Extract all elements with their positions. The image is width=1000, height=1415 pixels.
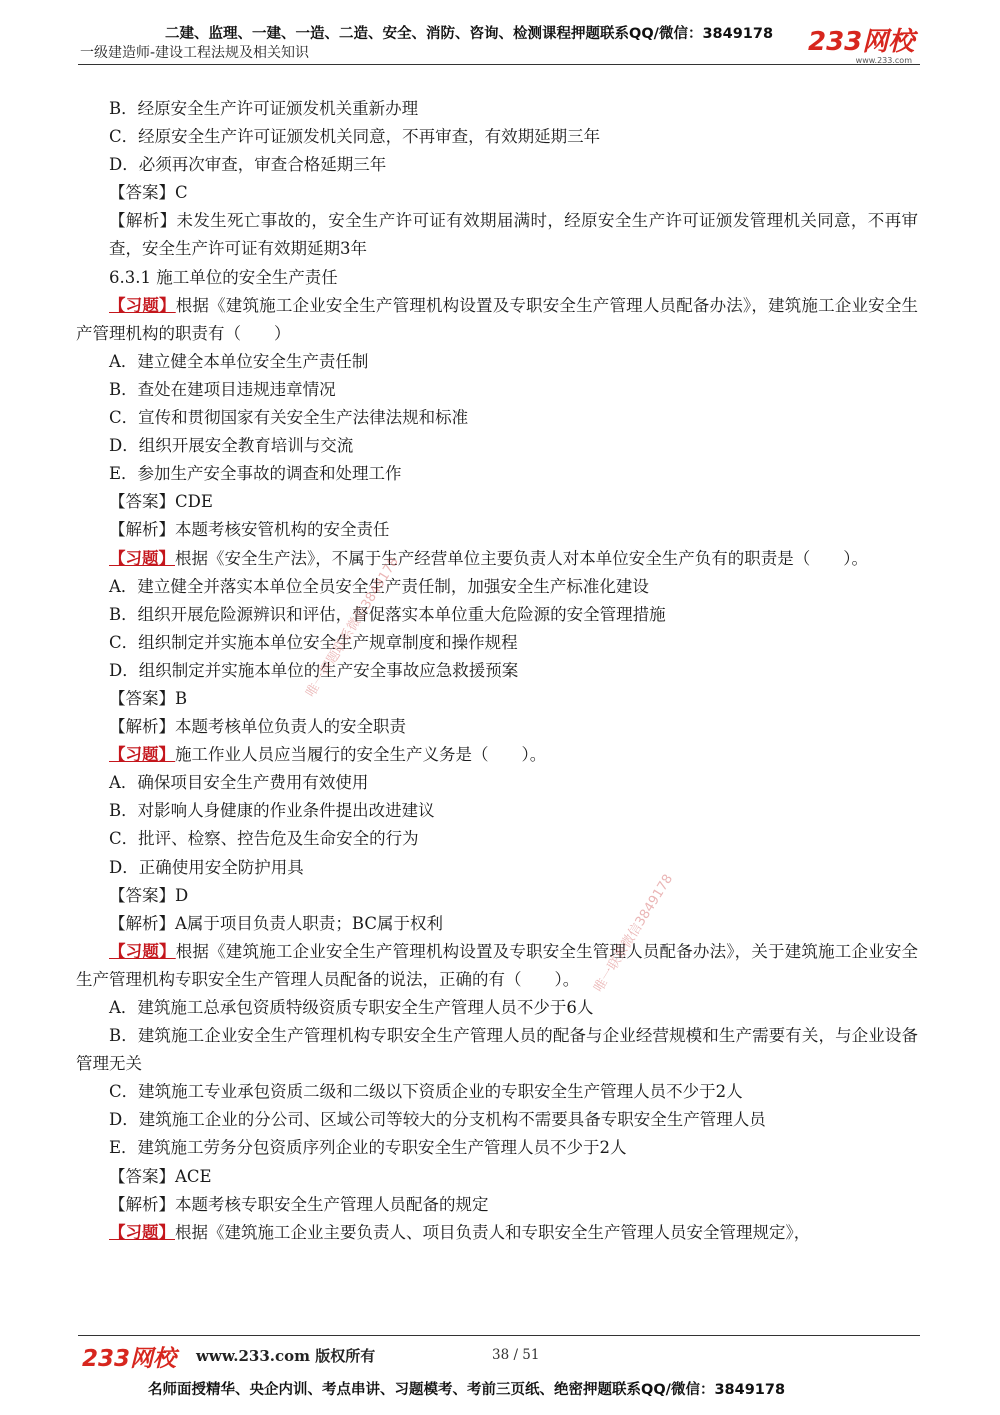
- answer-label: 【答案】: [109, 492, 175, 512]
- answer-label: 【答案】: [109, 885, 175, 905]
- exercise-tag: 【习题】: [109, 745, 175, 765]
- header-divider: [78, 64, 920, 65]
- analysis-text: 本题考核安管机构的安全责任: [175, 520, 390, 540]
- option-line: C．经原安全生产许可证颁发机关同意，不再审查，有效期延期三年: [109, 127, 601, 147]
- answer-value: B: [175, 688, 188, 708]
- question-text: 根据《安全生产法》，不属于生产经营单位主要负责人对本单位安全生产负有的职责是（ ）。: [175, 548, 868, 568]
- watermark-text: 唯一联系微信3849178: [591, 871, 677, 996]
- question-paragraph: [76, 938, 918, 994]
- answer-value: ACE: [175, 1166, 212, 1186]
- option-line: A．建立健全并落实本单位全员安全生产责任制，加强安全生产标准化建设: [109, 576, 649, 596]
- answer-label: 【答案】: [109, 688, 175, 708]
- footer-divider: [78, 1335, 920, 1336]
- question-text: 根据《建筑施工企业主要负责人、项目负责人和专职安全生产管理人员安全管理规定》，: [175, 1222, 811, 1242]
- footer-copyright: www.233.com 版权所有: [196, 1347, 376, 1365]
- option-line: C．批评、检察、控告危及生命安全的行为: [109, 829, 419, 849]
- analysis-text: A属于项目负责人职责；BC属于权利: [175, 913, 443, 933]
- analysis-text: 本题考核单位负责人的安全职责: [175, 717, 406, 737]
- exercise-tag: 【习题】: [109, 548, 175, 568]
- analysis-text: 本题考核专职安全生产管理人员配备的规定: [175, 1194, 489, 1214]
- analysis-label: 【解析】: [109, 520, 175, 540]
- analysis-line: [76, 1191, 918, 1219]
- page-number: 38 / 51: [492, 1347, 540, 1363]
- option-line: C．宣传和贯彻国家有关安全生产法律法规和标准: [109, 408, 469, 428]
- option-line: B．对影响人身健康的作业条件提出改进建议: [109, 801, 435, 821]
- question-line: [76, 1219, 918, 1247]
- option-line: A．建筑施工总承包资质特级资质专职安全生产管理人员不少于6人: [109, 998, 594, 1017]
- header-logo-url: www.233.com: [855, 56, 912, 65]
- option-line: D．必须再次审查，审查合格延期三年: [109, 155, 387, 175]
- question-line: [76, 741, 918, 769]
- analysis-paragraph: [76, 207, 918, 263]
- header-subtitle: 一级建造师-建设工程法规及相关知识: [80, 45, 310, 61]
- header-logo: [808, 28, 920, 65]
- exercise-tag: 【习题】: [109, 1222, 175, 1242]
- option-line: A．建立健全本单位安全生产责任制: [109, 351, 369, 371]
- question-text: 根据《建筑施工企业安全生产管理机构设置及专职安全生产管理人员配备办法》，建筑施工企业安全生产管理机构的职责有（ ）: [76, 295, 919, 343]
- answer-line: [76, 488, 918, 516]
- option-line: C．组织制定并实施本单位安全生产规章制度和操作规程: [109, 632, 518, 652]
- question-text: 根据《建筑施工企业安全生产管理机构设置及专职安全生管理人员配备办法》，关于建筑施工企业安全生产管理机构专职安全生产管理人员配备的说法，正确的有（ ）。: [76, 941, 919, 989]
- analysis-line: [76, 910, 918, 938]
- option-line: D．建筑施工企业的分公司、区域公司等较大的分支机构不需要具备专职安全生产管理人员: [109, 1110, 766, 1130]
- answer-value: D: [175, 885, 189, 905]
- question-paragraph: [76, 292, 918, 348]
- exercise-tag: 【习题】: [109, 941, 176, 961]
- option-line: E．建筑施工劳务分包资质序列企业的专职安全生产管理人员不少于2人: [109, 1138, 627, 1158]
- analysis-label: 【解析】: [109, 717, 175, 737]
- option-line: D．组织制定并实施本单位的生产安全事故应急救援预案: [109, 660, 519, 680]
- footer-logo: 233网校: [82, 1346, 177, 1372]
- header-logo-brand: 233网校: [808, 27, 915, 57]
- option-paragraph: B．建筑施工企业安全生产管理机构专职安全生产管理人员的配备与企业经营规模和生产需要有关，与企业设备管理无关: [76, 1026, 918, 1074]
- answer-line: [76, 179, 918, 207]
- answer-line: [76, 685, 918, 713]
- answer-label: 【答案】: [109, 183, 175, 203]
- analysis-label: 【解析】: [109, 913, 175, 933]
- exercise-tag: 【习题】: [109, 295, 176, 315]
- section-heading: 6.3.1 施工单位的安全生产责任: [109, 267, 338, 287]
- option-line: A．确保项目安全生产费用有效使用: [109, 773, 369, 793]
- watermark-text: 唯一押题联系微信3849178: [303, 554, 402, 701]
- document-body: [76, 95, 918, 1247]
- analysis-label: 【解析】: [109, 1194, 175, 1214]
- answer-line: [76, 882, 918, 910]
- answer-value: C: [175, 183, 188, 203]
- header-promo-text: 二建、监理、一建、一造、二造、安全、消防、咨询、检测课程押题联系QQ/微信：3849178: [165, 26, 774, 42]
- option-line: E．参加生产安全事故的调查和处理工作: [109, 464, 402, 484]
- footer-promo-text: 名师面授精华、央企内训、考点串讲、习题模考、考前三页纸、绝密押题联系QQ/微信：3849178: [148, 1382, 786, 1398]
- option-line: C．建筑施工专业承包资质二级和二级以下资质企业的专职安全生产管理人员不少于2人: [109, 1082, 743, 1102]
- analysis-label: 【解析】: [109, 211, 177, 231]
- answer-label: 【答案】: [109, 1166, 175, 1186]
- option-line: D．组织开展安全教育培训与交流: [109, 436, 354, 456]
- answer-value: CDE: [175, 492, 213, 512]
- option-line: B．组织开展危险源辨识和评估，督促落实本单位重大危险源的安全管理措施: [109, 604, 666, 624]
- option-line: B．经原安全生产许可证颁发机关重新办理: [109, 99, 419, 118]
- option-line: D．正确使用安全防护用具: [109, 857, 304, 877]
- option-line: B．查处在建项目违规违章情况: [109, 379, 336, 399]
- analysis-line: [76, 516, 918, 544]
- question-text: 施工作业人员应当履行的安全生产义务是（ ）。: [175, 745, 547, 765]
- analysis-line: [76, 713, 918, 741]
- analysis-text: 未发生死亡事故的，安全生产许可证有效期届满时，经原安全生产许可证颁发管理机关同意，不再审查，安全生产许可证有效期延期3年: [109, 211, 919, 259]
- answer-line: [76, 1163, 918, 1191]
- question-paragraph: [76, 545, 918, 573]
